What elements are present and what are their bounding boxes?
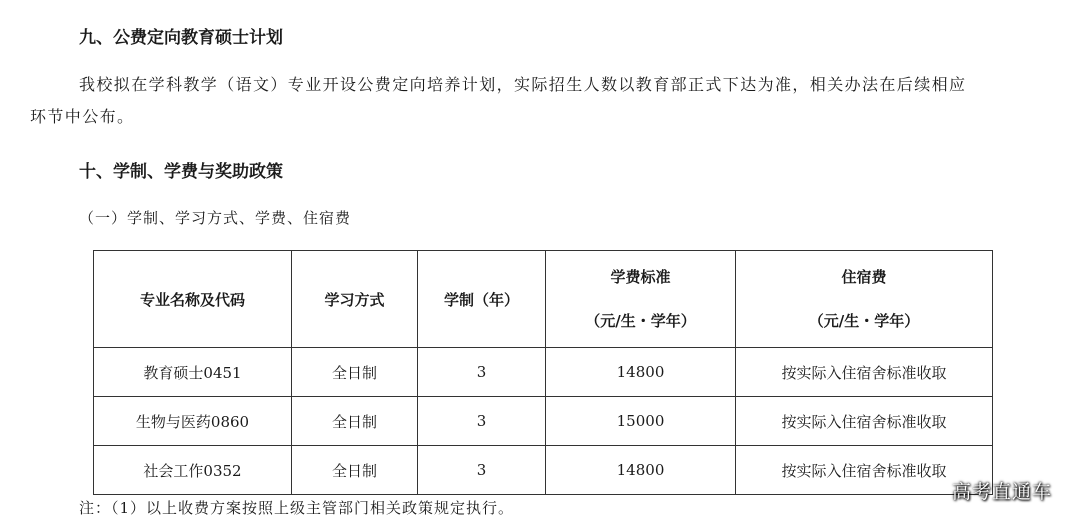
header-major: 专业名称及代码	[94, 251, 292, 348]
cell-major: 社会工作0352	[94, 446, 292, 495]
table-row	[94, 348, 993, 397]
fee-table	[93, 250, 993, 495]
cell-housing: 按实际入住宿舍标准收取	[736, 397, 993, 446]
footnote: 注：（1）以上收费方案按照上级主管部门相关政策规定执行。	[79, 499, 515, 517]
cell-tuition: 14800	[546, 348, 736, 397]
header-tuition	[546, 251, 736, 348]
cell-housing: 按实际入住宿舍标准收取	[736, 446, 993, 495]
header-tuition-unit: （元/生・学年）	[585, 312, 696, 330]
header-years: 学制（年）	[418, 251, 546, 348]
section9-heading: 九、公费定向教育硕士计划	[79, 28, 283, 48]
cell-mode: 全日制	[292, 348, 418, 397]
header-housing-unit: （元/生・学年）	[808, 312, 920, 330]
header-housing	[736, 251, 993, 348]
cell-years: 3	[418, 397, 546, 446]
cell-years: 3	[418, 348, 546, 397]
table-row	[94, 446, 993, 495]
cell-mode: 全日制	[292, 397, 418, 446]
cell-years: 3	[418, 446, 546, 495]
header-housing-title: 住宿费	[841, 268, 887, 286]
table-row	[94, 397, 993, 446]
watermark-logo-text: 高考直通车	[951, 481, 1052, 503]
cell-tuition: 14800	[546, 446, 736, 495]
section9-paragraph-line2: 环节中公布。	[30, 107, 135, 126]
cell-housing: 按实际入住宿舍标准收取	[736, 348, 993, 397]
section10-heading: 十、学制、学费与奖助政策	[79, 162, 283, 182]
cell-major: 生物与医药0860	[94, 397, 292, 446]
header-mode: 学习方式	[292, 251, 418, 348]
section10-subheading: （一）学制、学习方式、学费、住宿费	[79, 209, 352, 227]
fee-table-header-row	[94, 251, 993, 348]
header-tuition-title: 学费标准	[610, 268, 671, 286]
cell-tuition: 15000	[546, 397, 736, 446]
cell-major: 教育硕士0451	[94, 348, 292, 397]
cell-mode: 全日制	[292, 446, 418, 495]
section9-paragraph-line1: 我校拟在学科教学（语文）专业开设公费定向培养计划，实际招生人数以教育部正式下达为准，相关办法在后续相应	[79, 75, 967, 94]
